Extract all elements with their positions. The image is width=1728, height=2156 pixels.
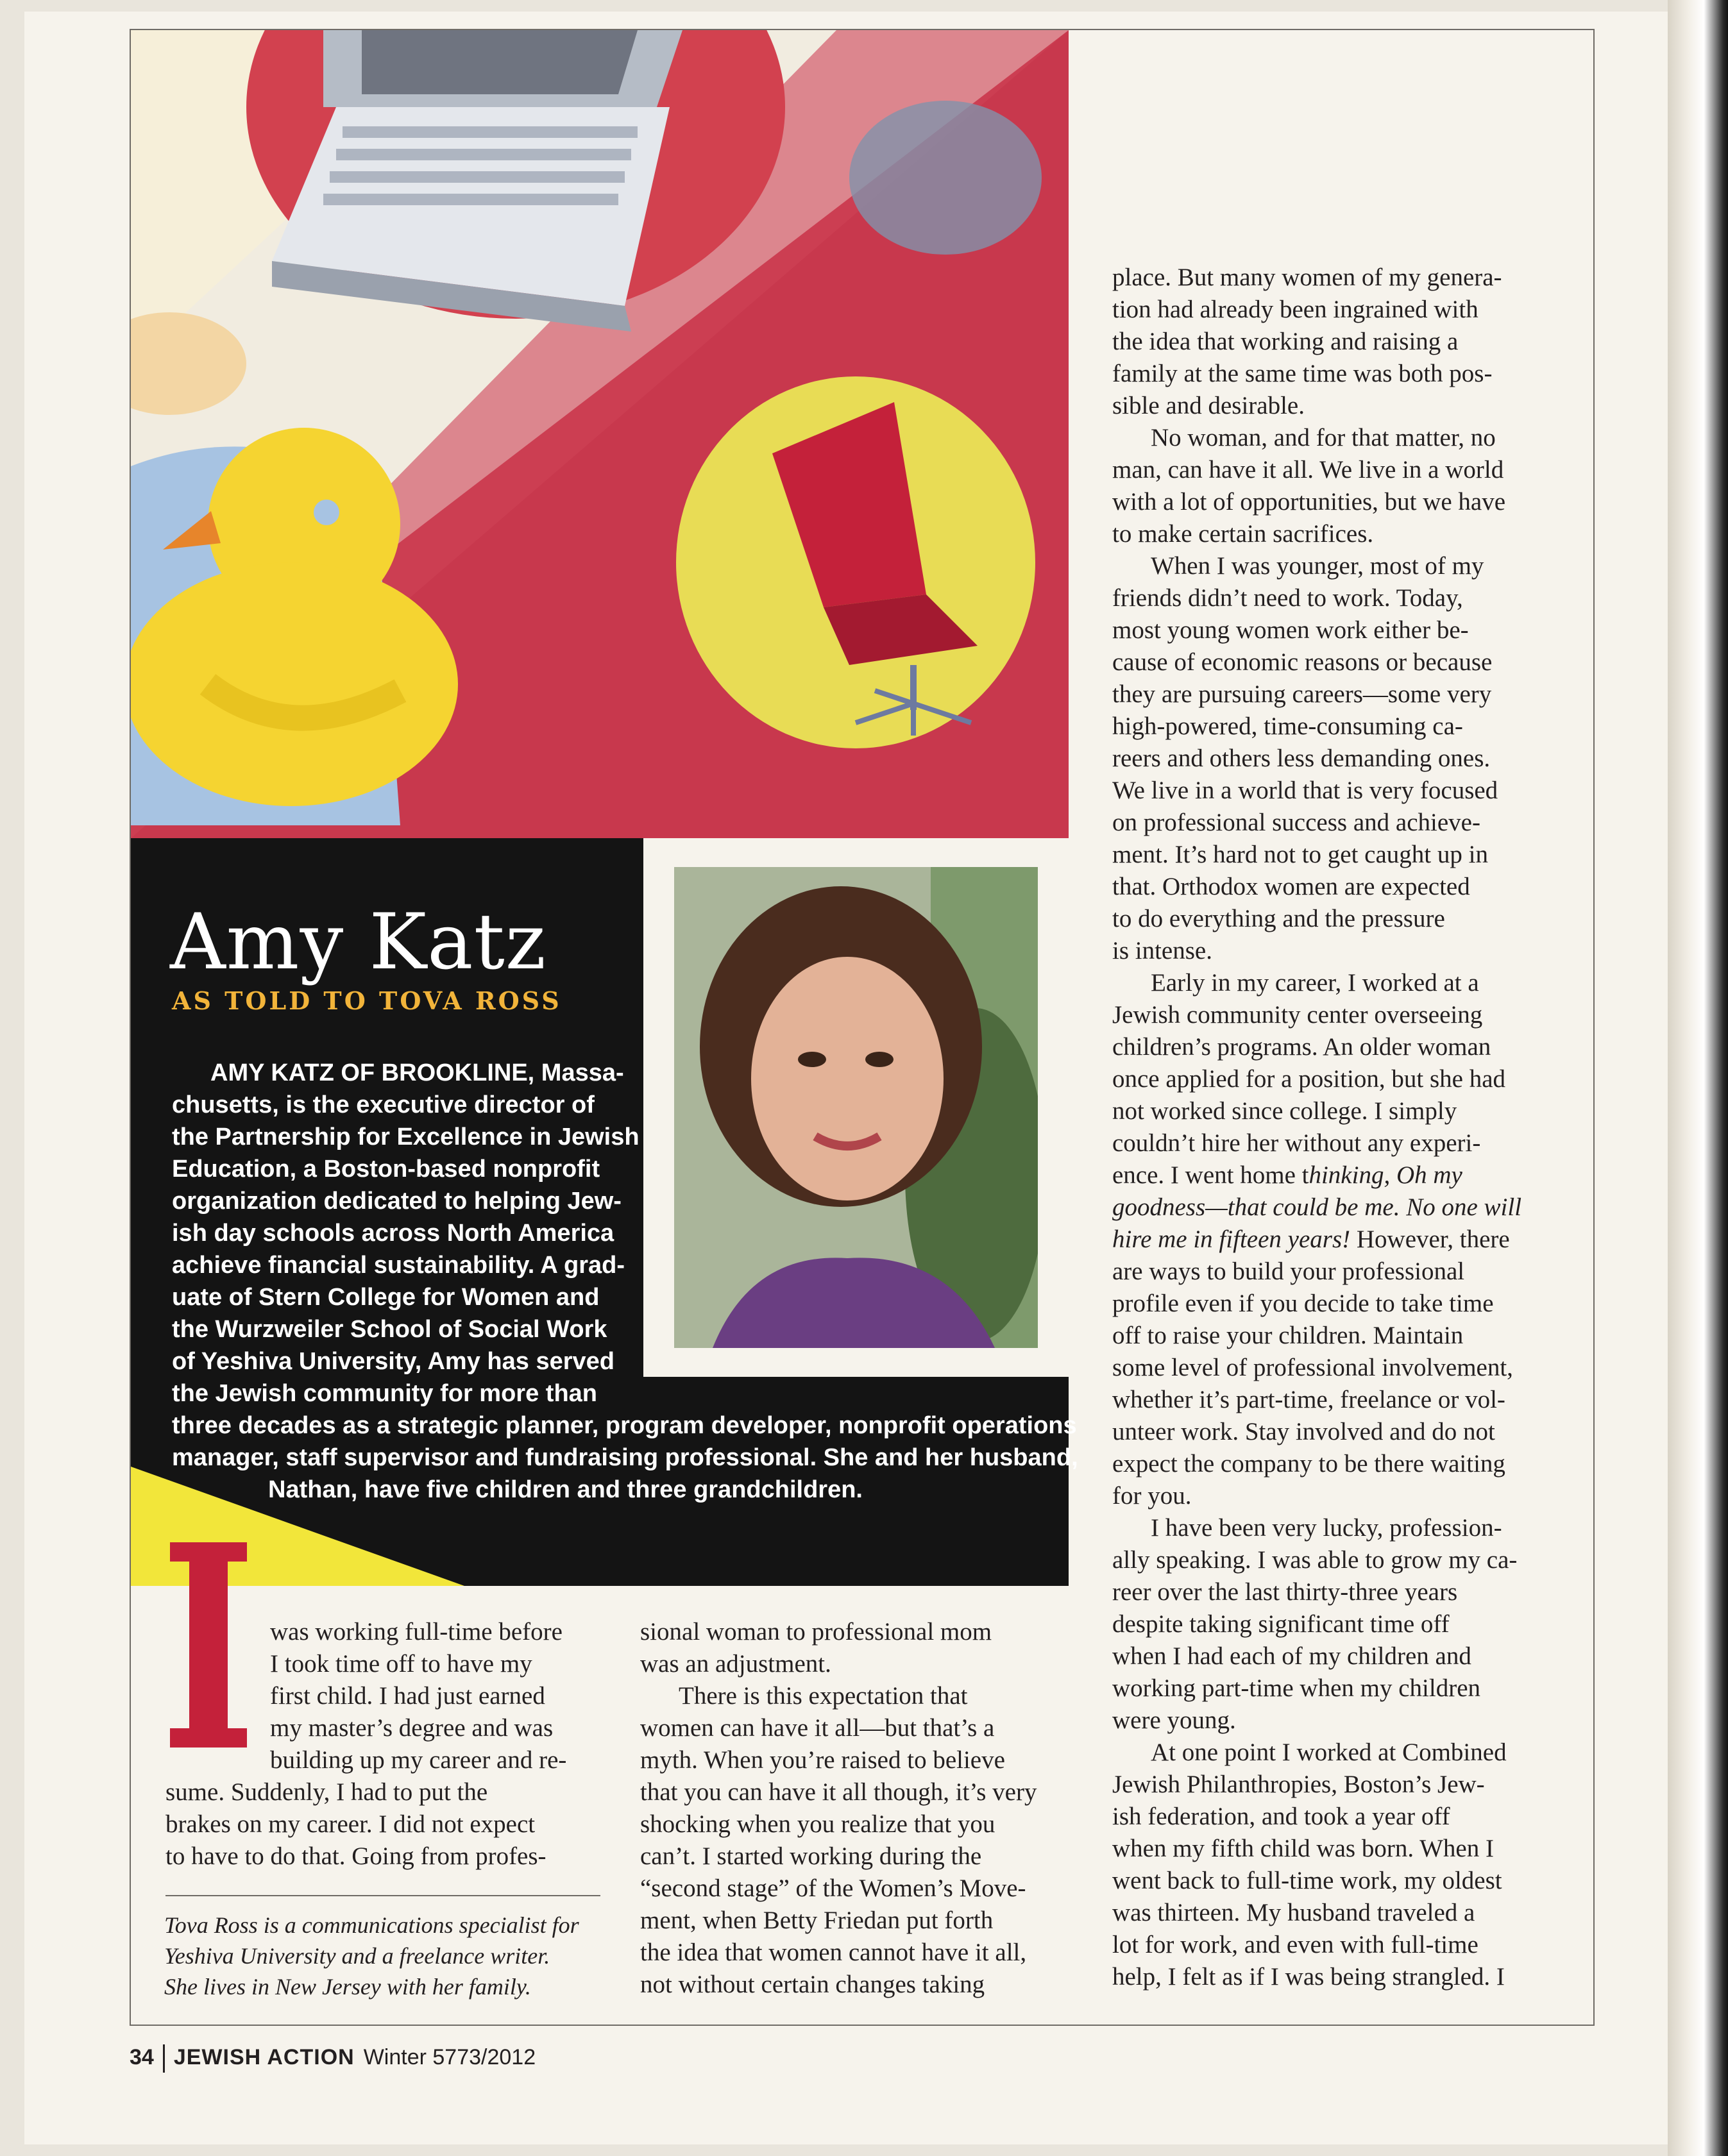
article-line: Jewish Philanthropies, Boston’s Jew- (1112, 1771, 1485, 1798)
article-line: ment. It’s hard not to get caught up in (1112, 841, 1488, 868)
article-line: most young women work either be- (1112, 616, 1469, 644)
article-line: unteer work. Stay involved and do not (1112, 1418, 1495, 1445)
article-line: can’t. I started working during the (640, 1842, 982, 1870)
article-line: high-powered, time-consuming ca- (1112, 712, 1463, 740)
article-line: Jewish community center overseeing (1112, 1001, 1483, 1029)
article-line: family at the same time was both pos- (1112, 360, 1493, 387)
bio-name-heading: Amy Katz (170, 898, 547, 987)
article-line: first child. I had just earned (270, 1682, 545, 1710)
article-line: help, I felt as if I was being strangled. I (1112, 1963, 1505, 1991)
article-line: are ways to build your professional (1112, 1258, 1465, 1285)
article-line: sional woman to professional mom (640, 1618, 992, 1646)
article-line: they are pursuing careers—some very (1112, 680, 1492, 708)
amy-katz-portrait-photo (674, 867, 1038, 1348)
bio-text-line: achieve financial sustainability. A grad- (172, 1252, 625, 1279)
article-line: reers and others less demanding ones. (1112, 745, 1491, 772)
article-column-middle (640, 1616, 1086, 2001)
article-line: shocking when you realize that you (640, 1810, 995, 1838)
article-line: not worked since college. I simply (1112, 1097, 1457, 1125)
article-line: hire me in fifteen years! However, there (1112, 1225, 1510, 1253)
article-line: man, can have it all. We live in a world (1112, 456, 1504, 484)
article-line: profile even if you decide to take time (1112, 1290, 1494, 1317)
bio-text-line: chusetts, is the executive director of (172, 1091, 595, 1118)
article-line: building up my career and re- (270, 1746, 567, 1774)
article-line: was thirteen. My husband traveled a (1112, 1899, 1475, 1926)
article-line: goodness—that could be me. No one will (1112, 1193, 1522, 1221)
article-line: couldn’t hire her without any experi- (1112, 1129, 1481, 1157)
page-footer (130, 2044, 536, 2073)
article-line: the idea that women cannot have it all, (640, 1939, 1027, 1966)
article-line: ish federation, and took a year off (1112, 1803, 1450, 1830)
article-line: “second stage” of the Women’s Move- (640, 1874, 1026, 1902)
article-line: the idea that working and raising a (1112, 328, 1459, 355)
bio-text-line: uate of Stern College for Women and (172, 1284, 600, 1311)
magazine-name: JEWISH ACTION (173, 2044, 355, 2069)
article-line: to do everything and the pressure (1112, 905, 1445, 932)
article-column-left (165, 1616, 600, 1873)
author-credit (164, 1910, 613, 2002)
article-line: were young. (1112, 1706, 1236, 1734)
article-line: was an adjustment. (640, 1650, 831, 1678)
article-line: is intense. (1112, 937, 1212, 964)
article-illustration (131, 30, 1069, 838)
article-line: when I had each of my children and (1112, 1642, 1471, 1670)
article-line: for you. (1112, 1482, 1192, 1510)
article-column-right (1112, 262, 1555, 1993)
article-line: off to raise your children. Maintain (1112, 1322, 1464, 1349)
article-line: I have been very lucky, profession- (1151, 1514, 1502, 1542)
article-line: to have to do that. Going from profes- (165, 1842, 546, 1870)
article-line: friends didn’t need to work. Today, (1112, 584, 1463, 612)
article-line: that you can have it all though, it’s very (640, 1778, 1037, 1806)
article-line: whether it’s part-time, freelance or vol- (1112, 1386, 1505, 1413)
article-line: At one point I worked at Combined (1151, 1739, 1507, 1766)
article-line: reer over the last thirty-three years (1112, 1578, 1458, 1606)
article-line: to make certain sacrifices. (1112, 520, 1374, 548)
credit-line: Yeshiva University and a freelance writer. (164, 1943, 550, 1969)
bio-text-line: Nathan, have five children and three grandchildren. (268, 1476, 863, 1503)
article-line: children’s programs. An older woman (1112, 1033, 1491, 1061)
article-line: I took time off to have my (270, 1650, 532, 1678)
article-line: place. But many women of my genera- (1112, 264, 1502, 291)
article-line: When I was younger, most of my (1151, 552, 1484, 580)
article-line: working part-time when my children (1112, 1674, 1481, 1702)
article-line: We live in a world that is very focused (1112, 777, 1498, 804)
article-line: with a lot of opportunities, but we have (1112, 488, 1506, 516)
article-line: women can have it all—but that’s a (640, 1714, 995, 1742)
article-line: some level of professional involvement, (1112, 1354, 1513, 1381)
credit-line: She lives in New Jersey with her family. (164, 1974, 531, 2000)
article-line: tion had already been ingrained with (1112, 296, 1478, 323)
credit-divider (165, 1895, 600, 1896)
article-line: went back to full-time work, my oldest (1112, 1867, 1502, 1894)
office-chair-icon (676, 376, 1035, 748)
page-gutter (1668, 0, 1728, 2156)
bio-text-line: ish day schools across North America (172, 1220, 614, 1247)
page-number: 34 (130, 2044, 154, 2069)
article-line: ally speaking. I was able to grow my ca- (1112, 1546, 1518, 1574)
article-line: ence. I went home thinking, Oh my (1112, 1161, 1462, 1189)
article-line: expect the company to be there waiting (1112, 1450, 1505, 1478)
article-line: myth. When you’re raised to believe (640, 1746, 1005, 1774)
article-line: sible and desirable. (1112, 392, 1305, 419)
footer-separator (163, 2044, 165, 2073)
article-line: was working full-time before (270, 1618, 563, 1646)
article-line: brakes on my career. I did not expect (165, 1810, 536, 1838)
issue-date: Winter 5773/2012 (363, 2044, 536, 2069)
article-line: when my fifth child was born. When I (1112, 1835, 1494, 1862)
bio-text-line: Education, a Boston-based nonprofit (172, 1156, 600, 1183)
article-line: my master’s degree and was (270, 1714, 554, 1742)
article-line: No woman, and for that matter, no (1151, 424, 1496, 451)
article-line: that. Orthodox women are expected (1112, 873, 1470, 900)
article-line: Early in my career, I worked at a (1151, 969, 1479, 997)
bio-text-line: the Jewish community for more than (172, 1380, 597, 1407)
bio-text-line: the Wurzweiler School of Social Work (172, 1316, 607, 1343)
article-line: on professional success and achieve- (1112, 809, 1480, 836)
bio-text-line: organization dedicated to helping Jew- (172, 1188, 622, 1215)
article-line: lot for work, and even with full-time (1112, 1931, 1478, 1958)
bio-text-line: the Partnership for Excellence in Jewish (172, 1124, 640, 1150)
credit-line: Tova Ross is a communications specialist for (164, 1912, 579, 1938)
article-line: once applied for a position, but she had (1112, 1065, 1506, 1093)
bio-text-line: manager, staff supervisor and fundraising professional. She and her husband, (172, 1444, 1078, 1471)
article-line: despite taking significant time off (1112, 1610, 1450, 1638)
bio-text-line: of Yeshiva University, Amy has served (172, 1348, 614, 1375)
bio-byline: AS TOLD TO TOVA ROSS (172, 986, 562, 1015)
bio-text-line: three decades as a strategic planner, program developer, nonprofit operations (172, 1412, 1077, 1439)
article-line: not without certain changes taking (640, 1971, 985, 1998)
article-line: cause of economic reasons or because (1112, 648, 1493, 676)
article-line: ment, when Betty Friedan put forth (640, 1907, 994, 1934)
article-line: sume. Suddenly, I had to put the (165, 1778, 488, 1806)
bio-text-line: AMY KATZ OF BROOKLINE, Massa- (210, 1059, 624, 1086)
article-line: There is this expectation that (679, 1682, 968, 1710)
